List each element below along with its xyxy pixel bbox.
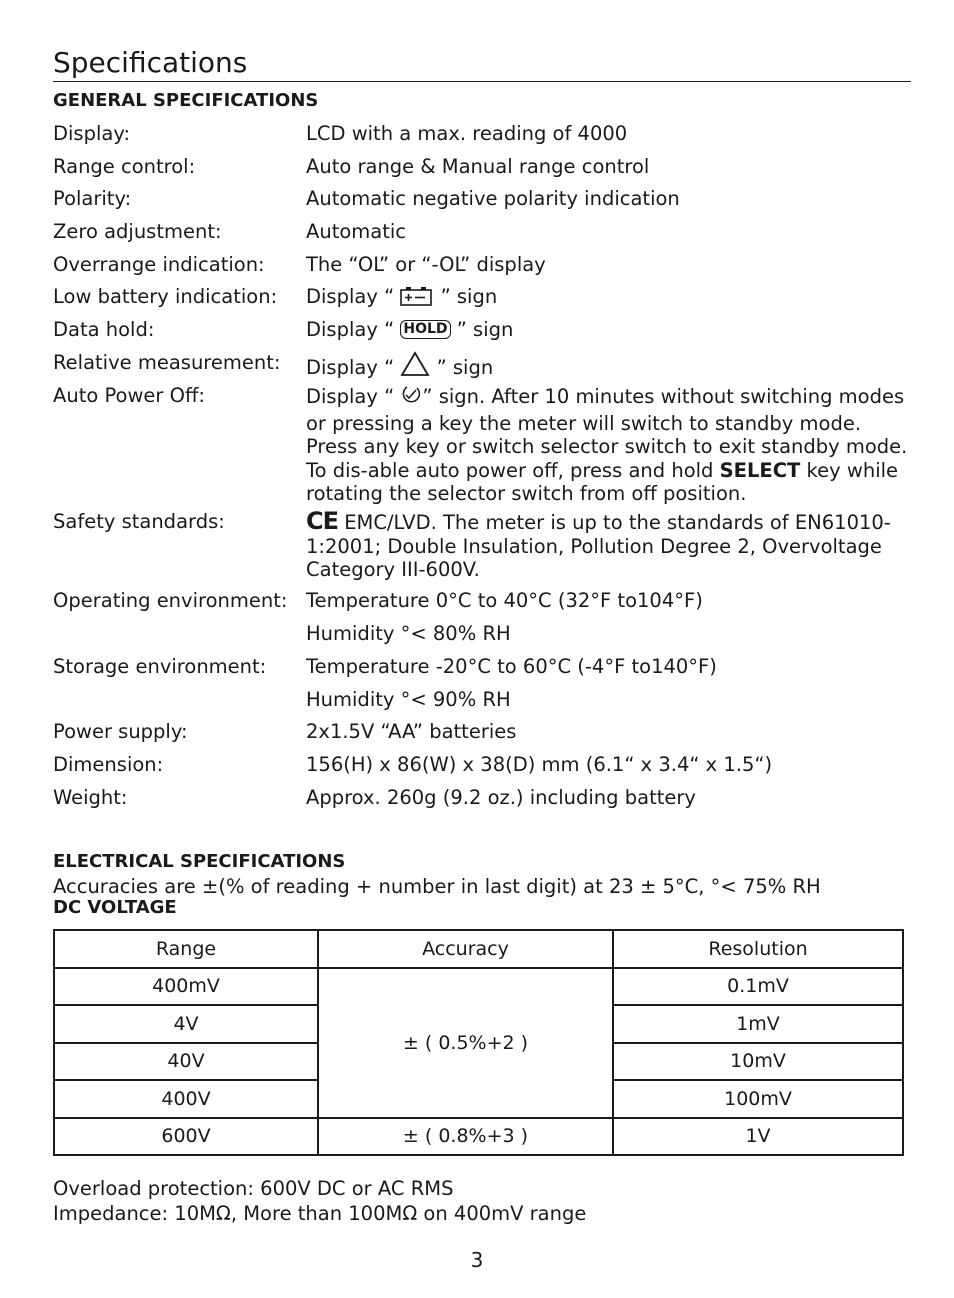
spec-label: Relative measurement:	[53, 351, 281, 374]
page-title: Specifications	[53, 46, 248, 79]
safety-text: EMC/LVD. The meter is up to the standards of EN61010-1:2001; Double Insulation, Pollution Degree 2, Overvoltage Category III-600V.	[306, 511, 891, 581]
spec-value: Auto range & Manual range control	[306, 155, 650, 178]
spec-value: Automatic	[306, 220, 407, 243]
spec-label: Power supply:	[53, 720, 188, 743]
page-number: 3	[470, 1248, 484, 1272]
accuracy-cell: ± ( 0.8%+3 )	[318, 1118, 613, 1156]
dc-voltage-table	[53, 929, 904, 1156]
spec-label: Overrange indication:	[53, 253, 265, 276]
spec-value	[306, 384, 911, 506]
range-cell: 400mV	[54, 968, 318, 1006]
range-cell: 400V	[54, 1080, 318, 1118]
spec-label: Data hold:	[53, 318, 155, 341]
resolution-cell: 0.1mV	[613, 968, 903, 1006]
spec-label: Low battery indication:	[53, 285, 278, 308]
spec-value	[306, 507, 911, 582]
column-header-range: Range	[54, 930, 318, 968]
spec-value: Temperature 0°C to 40°C (32°F to104°F)	[306, 589, 703, 612]
range-cell: 40V	[54, 1043, 318, 1081]
resolution-cell: 1mV	[613, 1005, 903, 1043]
overload-protection-note: Overload protection: 600V DC or AC RMS	[53, 1177, 454, 1200]
hold-icon: HOLD	[400, 320, 450, 339]
table-row	[54, 1118, 903, 1156]
value-pre: Display “	[306, 385, 401, 408]
accuracy-note: Accuracies are ±(% of reading + number in last digit) at 23 ± 5°C, °< 75% RH	[53, 875, 821, 898]
value-post2: key while rotating the selector switch from off position.	[306, 458, 899, 505]
value-post: ” sign	[434, 285, 498, 308]
table-row	[54, 968, 903, 1006]
spec-label: Auto Power Off:	[53, 384, 205, 407]
spec-label: Zero adjustment:	[53, 220, 222, 243]
spec-value: LCD with a max. reading of 4000	[306, 122, 628, 145]
spec-value: Approx. 260g (9.2 oz.) including battery	[306, 786, 696, 809]
resolution-cell: 100mV	[613, 1080, 903, 1118]
column-header-accuracy: Accuracy	[318, 930, 613, 968]
spec-value-humidity: Humidity °< 90% RH	[306, 688, 511, 711]
spec-label: Dimension:	[53, 753, 164, 776]
spec-value: 156(H) x 86(W) x 38(D) mm (6.1“ x 3.4“ x 1.5“)	[306, 753, 773, 776]
general-specs-heading: GENERAL SPECIFICATIONS	[53, 90, 319, 111]
spec-value	[306, 318, 911, 342]
spec-label: Range control:	[53, 155, 196, 178]
spec-value-humidity: Humidity °< 80% RH	[306, 622, 511, 645]
title-divider	[53, 81, 911, 82]
range-cell: 4V	[54, 1005, 318, 1043]
spec-label: Operating environment:	[53, 589, 288, 612]
spec-value: 2x1.5V “AA” batteries	[306, 720, 517, 743]
value-pre: Display “	[306, 318, 401, 341]
spec-label: Safety standards:	[53, 510, 225, 533]
spec-value: Temperature -20°C to 60°C (-4°F to140°F)	[306, 655, 717, 678]
spec-label: Display:	[53, 122, 131, 145]
dc-voltage-heading: DC VOLTAGE	[53, 897, 177, 918]
resolution-cell: 10mV	[613, 1043, 903, 1081]
spec-value	[306, 351, 911, 383]
spec-value	[306, 285, 911, 312]
spec-value: Automatic negative polarity indication	[306, 187, 680, 210]
ce-mark-icon: CE	[306, 507, 339, 535]
value-post: ” sign	[430, 356, 494, 379]
delta-icon	[400, 351, 430, 383]
value-post: ” sign	[450, 318, 514, 341]
spec-label: Storage environment:	[53, 655, 267, 678]
range-cell: 600V	[54, 1118, 318, 1156]
value-post: ” sign. After 10 minutes without switching modes or pressing a key the meter will switch to standby mode. Press any key or switch selector switch to exit standby mode. To dis-able auto power off, press and hold	[306, 385, 908, 482]
select-key-text: SELECT	[719, 458, 801, 482]
value-pre: Display “	[306, 285, 401, 308]
column-header-resolution: Resolution	[613, 930, 903, 968]
battery-icon	[400, 286, 434, 312]
spec-label: Weight:	[53, 786, 128, 809]
spec-value: The “OL” or “-OL” display	[306, 253, 546, 276]
impedance-note: Impedance: 10MΩ, More than 100MΩ on 400mV range	[53, 1202, 587, 1225]
table-header-row	[54, 930, 903, 968]
electrical-specs-heading: ELECTRICAL SPECIFICATIONS	[53, 851, 346, 872]
auto-power-off-icon	[400, 384, 422, 412]
value-pre: Display “	[306, 356, 401, 379]
spec-label: Polarity:	[53, 187, 132, 210]
resolution-cell: 1V	[613, 1118, 903, 1156]
accuracy-cell-merged: ± ( 0.5%+2 )	[318, 968, 613, 1118]
